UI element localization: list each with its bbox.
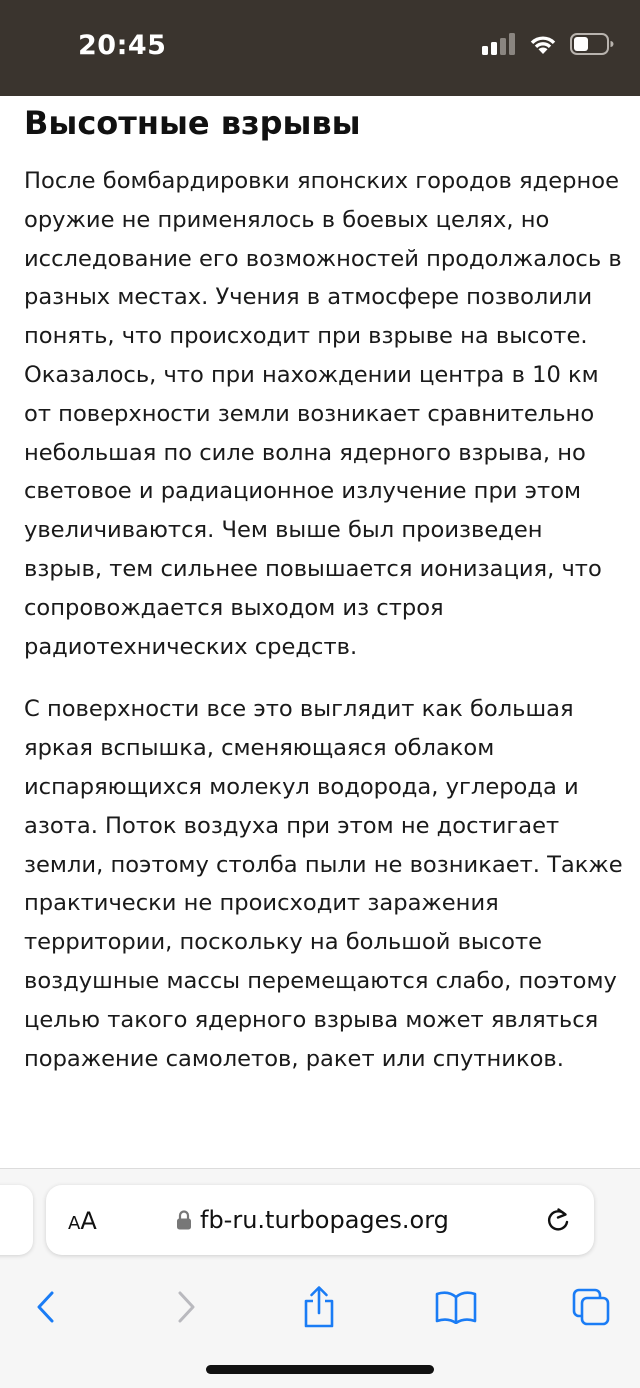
lock-icon bbox=[176, 1209, 192, 1231]
tabs-icon bbox=[572, 1288, 610, 1326]
text-size-big-label: A bbox=[80, 1207, 97, 1235]
browser-toolbar bbox=[0, 1168, 640, 1388]
tabs-button[interactable] bbox=[563, 1279, 619, 1335]
reload-button[interactable] bbox=[544, 1205, 572, 1240]
article-paragraph: С поверхности все это выглядит как большая яркая вспышка, сменяющаяся облаком испаряющихся молекул водорода, углерода и азота. Поток воздуха при этом не достигает земли, поэтому столба пыли не возникает. Также практически не происходит заражения территории, поскольку на большой высоте воздушные массы перемещаются слабо, поэтому целью такого ядерного взрыва может являться поражение самолетов, ракет или спутников. bbox=[24, 696, 623, 1072]
bookmarks-button[interactable] bbox=[428, 1279, 484, 1335]
article-paragraph: После бомбардировки японских городов ядерное оружие не применялось в боевых целях, но исследование его возможностей продолжалось в разных местах. Учения в атмосфере позволили понять, что происходит при взрыве на высоте. Оказалось, что при нахождении центра в 10 км от поверхности земли возникает сравнительно небольшая по силе волна ядерного взрыва, но световое и радиационное излучение при этом увеличиваются. Чем выше был произведен взрыв, тем сильнее повышается ионизация, что сопровождается выходом из строя радиотехнических средств. bbox=[24, 168, 622, 660]
cellular-signal-icon bbox=[482, 33, 516, 55]
forward-button[interactable] bbox=[158, 1279, 214, 1335]
article-title: Высотные взрывы bbox=[24, 104, 361, 142]
share-button[interactable] bbox=[291, 1279, 347, 1335]
text-size-button[interactable] bbox=[68, 1207, 97, 1235]
previous-tab-preview[interactable] bbox=[0, 1185, 33, 1255]
bookmarks-icon bbox=[435, 1290, 477, 1324]
status-icons bbox=[482, 33, 614, 55]
share-icon bbox=[301, 1285, 337, 1329]
url-display[interactable] bbox=[176, 1206, 449, 1234]
status-time: 20:45 bbox=[78, 30, 167, 61]
url-text: fb-ru.turbopages.org bbox=[200, 1206, 449, 1234]
article-content bbox=[24, 96, 624, 1168]
reload-icon bbox=[544, 1205, 572, 1235]
wifi-icon bbox=[528, 33, 558, 55]
back-icon bbox=[35, 1290, 57, 1324]
battery-icon bbox=[570, 33, 614, 55]
back-button[interactable] bbox=[18, 1279, 74, 1335]
address-bar[interactable] bbox=[46, 1185, 594, 1255]
home-indicator[interactable] bbox=[206, 1365, 434, 1374]
text-size-small-label: A bbox=[68, 1213, 81, 1234]
forward-icon bbox=[175, 1290, 197, 1324]
browser-nav-row bbox=[0, 1279, 640, 1335]
status-bar bbox=[0, 0, 640, 96]
